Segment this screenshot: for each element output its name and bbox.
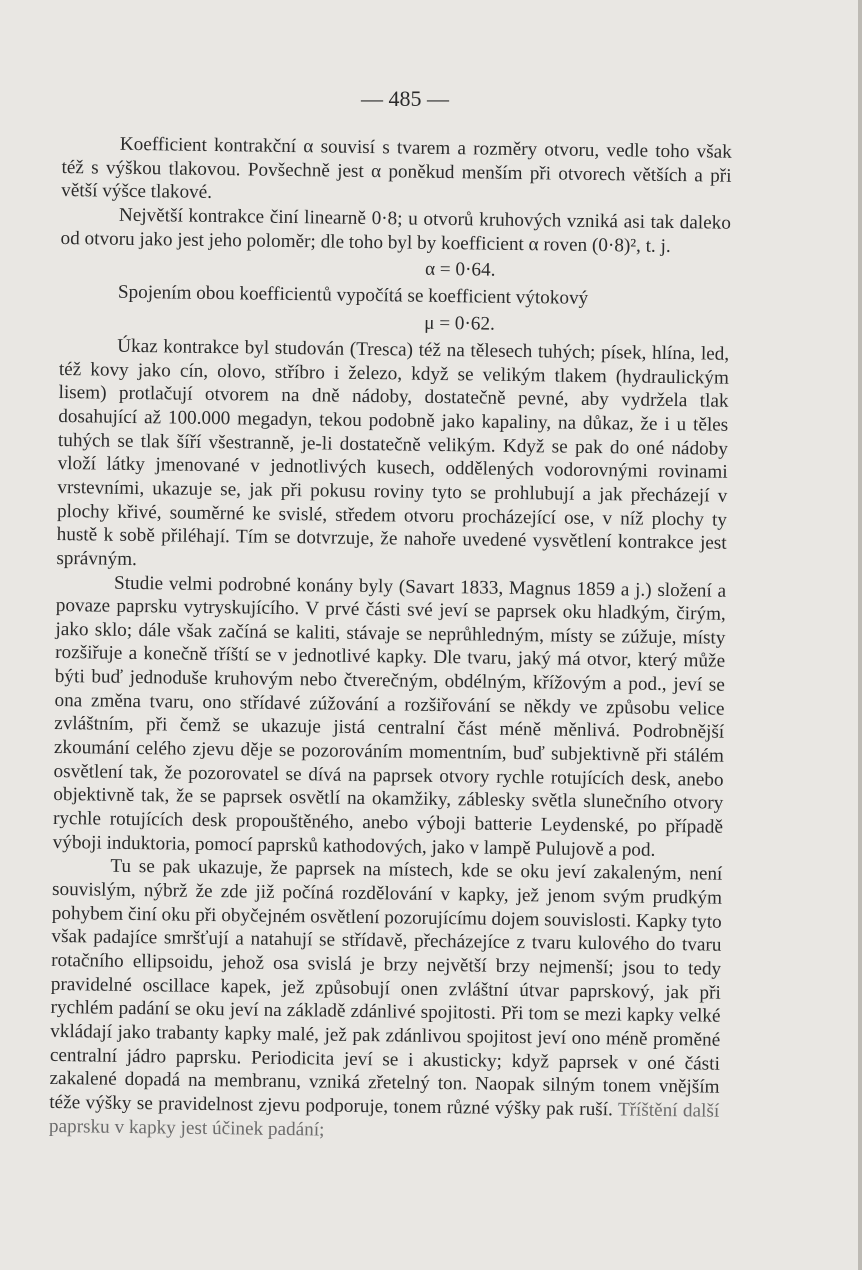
droplets-text-faded: Tříštění další paprsku v kapky jest účinek padání;: [48, 1099, 720, 1141]
body-text: [49, 132, 732, 1147]
page-number: — 485 —: [361, 86, 449, 111]
page-edge: [858, 0, 862, 1270]
formula-alpha: α = 0·64.: [424, 259, 496, 281]
droplets-text: Tu se pak ukazuje, že paprsek na místech, kde se oku jeví zakaleným, není souvislým, nýbrž že zde již počíná rozdělování v kapky, jež jenom svým prudkým pohybem činí oku při obyčejném osvětlení pozorujícímu dojem souvislosti. Kapky tyto však padajíce smršťují a natahují se střídavě, přecházejíce z tvaru kulového do tvaru rotačního ellipsoidu, jehož osa svislá je brzy největší brzy nejmenší; jsou to tedy pravidelné oscillace kapek, jež způsobují onen zvláštní útvar paprskový, jak při rychlém padání se oku jeví na základě zdánlivé spojitosti. Při tom se mezi kapky velké vkládají jako trabanty kapky malé, jež pak zdánlivou spojitost jeví ono méně proměné centralní jádro paprsku. Periodicita jeví se i akusticky; když paprsek v oné části zakalené dopadá na membranu, vzniká zřetelný ton. Naopak silným tonem vnějším téže výšky se pravidelnost zjevu podporuje, tonem různé výšky pak ruší.: [49, 856, 723, 1121]
paragraph-tresca: Úkaz kontrakce byl studován (Tresca) též na tělesech tuhých; písek, hlína, led, též kovy jako cín, olovo, stříbro i železo, když se velikým tlakem (hydraulickým lisem) protlačují otvorem na dně nádoby, dostatečně pevné, aby vydržela tlak dosahující až 100.000 megadyn, tekou podobně jako kapaliny, na důkaz, že i u těles tuhých se tlak šíří všestranně, je-li dostatečně velikým. Když se pak do oné nádoby vloží látky jmenované v jednotlivých kusech, oddělených vodorovnými rovinami vrstevními, ukazuje se, jak při pokusu roviny tyto se prohlubují a jak přecházejí v plochy křivé, souměrné ke svislé, středem otvoru procházející ose, v níž plochy ty hustě k sobě přiléhají. Tím se dotvrzuje, že nahoře uvedené vysvětlení kontrakce jest správným.: [56, 335, 730, 570]
paragraph-outflow-coefficient: Spojením obou koefficientů vypočítá se koefficient výtokový: [117, 282, 589, 310]
paragraph-max-contraction: Největší kontrakce činí linearně 0·8; u otvorů kruhových vzniká asi tak daleko od otvoru jako jest jeho poloměr; dle toho byl by koefficient α roven (0·8)², t. j.: [60, 204, 732, 257]
formula-mu: μ = 0·62.: [424, 312, 495, 335]
paragraph-savart-magnus: Studie velmi podrobné konány byly (Savart 1833, Magnus 1859 a j.) složení a povaze paprsku vytryskujícího. V prvé části své jeví se paprsek oku hladkým, čirým, jako sklo; dále však začíná se kaliti, stávaje se neprůhledným, místy se zúžuje, místy rozšiřuje a konečně tříští se v jednotlivé kapky. Dle tvaru, jaký má otvor, který může býti buď jednoduše kruhovým nebo čtverečným, obdélným, křížovým a pod., jeví se ona změna tvaru, ono střídavé zúžování a rozšiřování se někdy ve způsobu velice zvláštním, při čemž se ukazuje jistá centralní část méně měnlivá. Podrobnější zkoumání celého zjevu děje se pozorováním momentním, buď subjektivně při stálém osvětlení tak, že pozorovatel se dívá na paprsek otvory rychle rotujících desk, anebo objektivně tak, že se paprsek osvětlí na okamžiky, záblesky světla slunečního otvory rychle rotujících desk propouštěného, anebo výboji batterie Leydenské, po případě výboji induktoria, pomocí paprsků kathodových, jako v lampě Pulujově a pod.: [52, 572, 727, 861]
paragraph-contraction-coefficient: Koefficient kontrakční α souvisí s tvarem a rozměry otvoru, vedle toho však též s výškou tlakovou. Povšechně jest α poněkud menším při otvorech větších a při větší výšce tlakové.: [61, 133, 732, 204]
paragraph-droplets: [49, 854, 723, 1147]
